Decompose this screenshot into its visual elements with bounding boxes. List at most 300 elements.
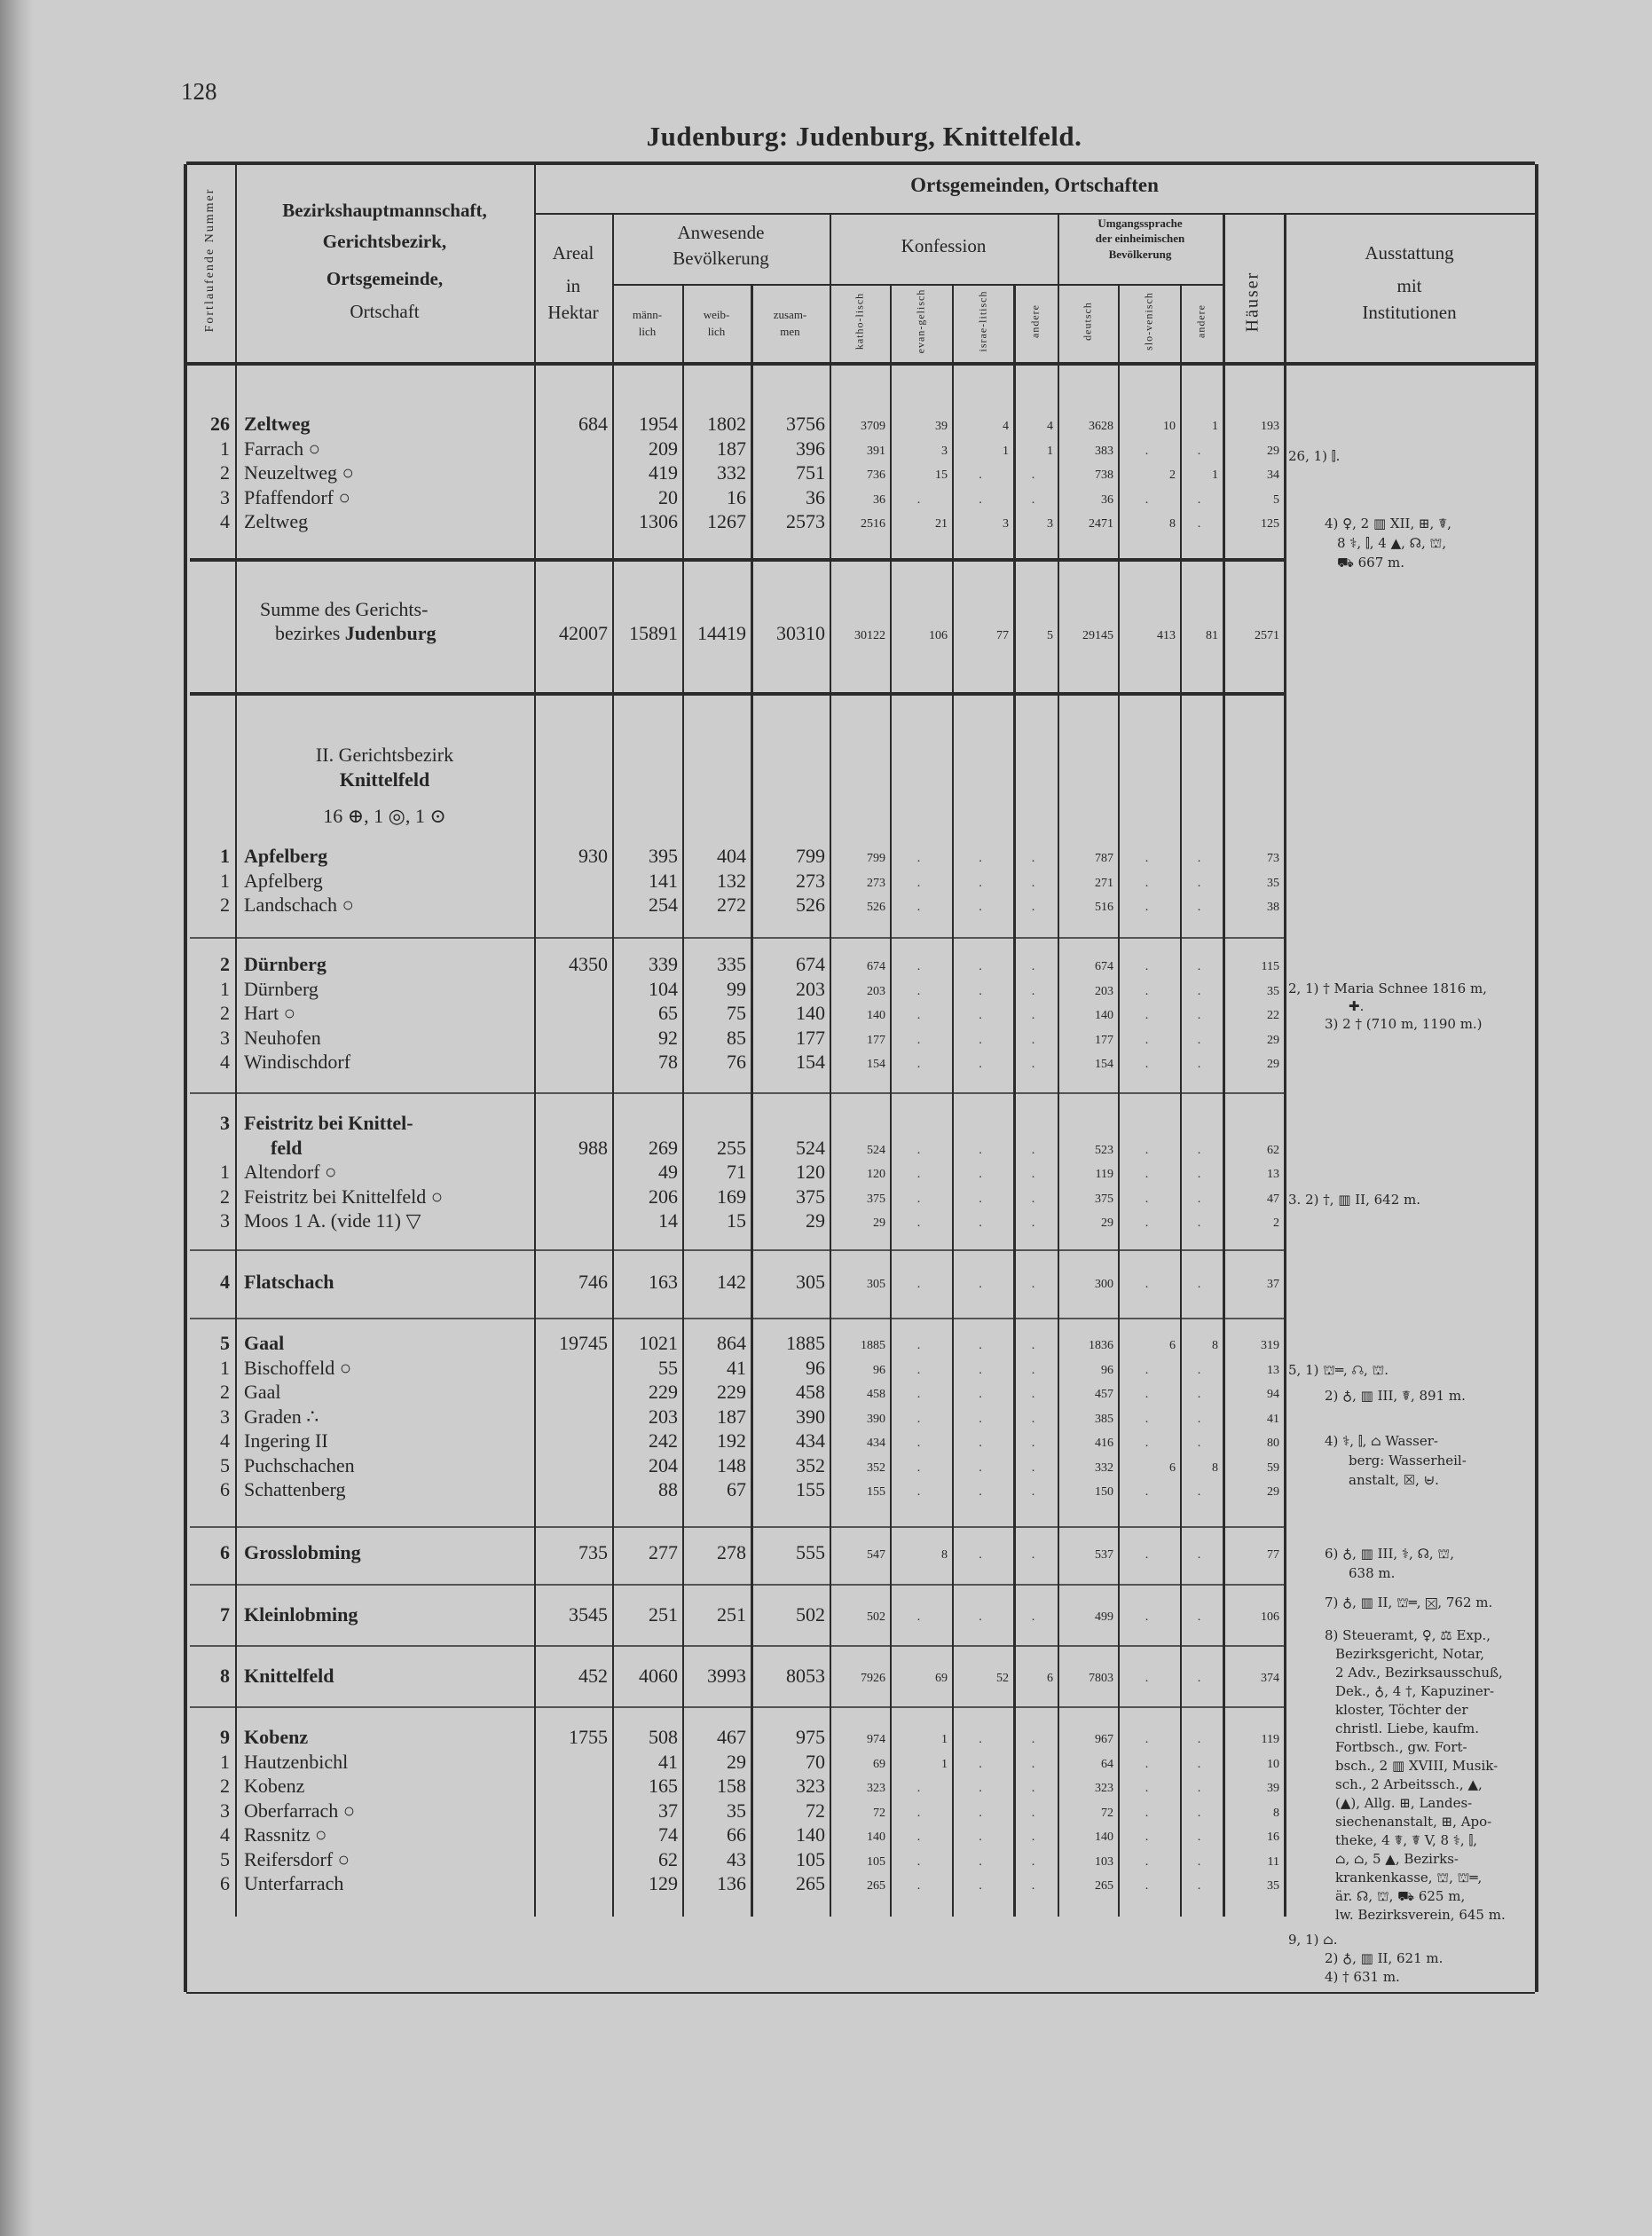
row-value: . <box>916 1363 921 1377</box>
row-value: 177 <box>1095 1033 1113 1047</box>
row-value: 6 <box>1169 1460 1176 1475</box>
row-value: . <box>979 1460 982 1475</box>
row-value: 434 <box>867 1437 885 1450</box>
header-sprache: Umgangssprache <box>1097 217 1183 230</box>
row-value: 1885 <box>786 1332 825 1354</box>
header-bev-sub: lich <box>707 325 726 338</box>
row-value: . <box>1197 1009 1201 1022</box>
row-value: 1802 <box>707 413 746 435</box>
row-value: 80 <box>1267 1437 1279 1450</box>
row-value: 203 <box>649 1405 678 1428</box>
row-name: Gaal <box>244 1332 285 1354</box>
header-bev-sub: weib- <box>703 308 730 321</box>
header-sprache-sub: andere <box>1194 304 1208 338</box>
header-konf-sub: evan-gelisch <box>914 288 927 354</box>
row-value: 8 <box>941 1548 948 1562</box>
row-value: 3756 <box>786 413 825 435</box>
row-name: Hautzenbichl <box>244 1750 349 1773</box>
row-value: 4 <box>1003 420 1009 433</box>
row-value: 1 <box>1047 444 1053 458</box>
row-value: . <box>1145 901 1149 914</box>
row-value: . <box>1031 1806 1035 1820</box>
header-ausstattung: Ausstattung <box>1365 242 1454 264</box>
row-value: . <box>916 1437 921 1450</box>
row-value: . <box>916 1033 921 1047</box>
row-value: 1 <box>1003 444 1009 458</box>
summe-value: 14419 <box>697 622 746 644</box>
row-value: . <box>979 1339 982 1352</box>
row-value: 35 <box>1267 876 1279 890</box>
row-name: Graden ∴ <box>244 1405 319 1428</box>
row-name: Apfelberg <box>244 845 328 867</box>
row-value: 119 <box>1261 1733 1279 1746</box>
row-value: . <box>1145 1831 1149 1844</box>
row-value: 36 <box>806 485 825 508</box>
summe-value: 15891 <box>629 622 678 644</box>
note-2: ✚. <box>1349 998 1365 1014</box>
row-value: . <box>916 1854 921 1869</box>
row-value: . <box>1197 1437 1201 1450</box>
row-value: . <box>1031 1782 1035 1795</box>
row-value: 375 <box>796 1185 825 1208</box>
row-value: . <box>916 1192 921 1206</box>
row-value: . <box>1145 876 1149 890</box>
row-value: . <box>1145 1143 1149 1157</box>
header-sprache: Bevölkerung <box>1108 248 1172 261</box>
row-value: . <box>1145 984 1149 998</box>
row-value: 323 <box>1095 1782 1113 1795</box>
row-value: 20 <box>658 485 678 508</box>
row-value: . <box>1145 1485 1149 1499</box>
row-value: . <box>1031 1143 1035 1157</box>
row-value: 1267 <box>707 510 746 532</box>
row-value: . <box>1145 1610 1149 1624</box>
row-value: 375 <box>867 1192 885 1206</box>
row-value: 59 <box>1267 1460 1279 1475</box>
note-8: Dek., ♁, 4 †, Kapuziner- <box>1335 1683 1495 1699</box>
row-value: 193 <box>1261 420 1279 433</box>
row-value: 177 <box>867 1033 885 1047</box>
row-value: . <box>1031 1216 1035 1230</box>
row-value: 165 <box>649 1775 678 1797</box>
row-value: 96 <box>873 1363 885 1377</box>
note-8: krankenkasse, ⛫, ⛫═, <box>1335 1870 1483 1886</box>
row-value: 1021 <box>639 1332 678 1354</box>
row-value: 419 <box>649 461 678 484</box>
header-konfession: Konfession <box>901 235 987 256</box>
row-value: 738 <box>1095 468 1113 482</box>
row-value: 3 <box>1047 517 1053 531</box>
row-number: 4 <box>220 1823 230 1846</box>
row-value: 502 <box>867 1610 885 1624</box>
row-value: 69 <box>935 1672 948 1685</box>
row-name: Dürnberg <box>244 953 326 975</box>
row-value: . <box>1197 1757 1201 1771</box>
row-value: . <box>1197 1278 1201 1291</box>
row-name: Puchschachen <box>244 1453 355 1476</box>
row-value: . <box>1031 1610 1035 1624</box>
row-value: 502 <box>796 1603 825 1626</box>
row-value: 148 <box>717 1453 746 1476</box>
row-value: 229 <box>717 1381 746 1403</box>
row-value: . <box>1145 492 1149 507</box>
row-name: Schattenberg <box>244 1478 346 1500</box>
row-name: Reifersdorf ○ <box>244 1847 350 1870</box>
row-value: 39 <box>1267 1782 1279 1795</box>
row-value: 746 <box>578 1271 608 1293</box>
note-8: 2 Adv., Bezirksausschuß, <box>1335 1665 1503 1681</box>
row-number: 5 <box>220 1847 230 1870</box>
row-value: 975 <box>796 1726 825 1748</box>
row-value: . <box>1031 468 1035 482</box>
summe-value: 413 <box>1157 629 1176 642</box>
row-number: 3 <box>220 1799 230 1822</box>
row-name: Ingering II <box>244 1429 328 1452</box>
row-value: 458 <box>796 1381 825 1403</box>
row-name: Gaal <box>244 1381 281 1403</box>
row-value: 2516 <box>861 517 885 531</box>
row-name: Rassnitz ○ <box>244 1823 327 1846</box>
header-bev-sub: zusam- <box>773 308 807 321</box>
row-value: 452 <box>578 1665 608 1687</box>
row-value: . <box>979 1782 982 1795</box>
row-value: 204 <box>649 1453 678 1476</box>
row-value: 526 <box>867 901 885 914</box>
row-value: 335 <box>717 953 746 975</box>
page-number: 128 <box>181 78 217 105</box>
section-heading: II. Gerichtsbezirk <box>315 744 454 766</box>
row-value: 352 <box>867 1460 885 1475</box>
summe-value: 30310 <box>776 622 825 644</box>
row-value: 684 <box>578 413 608 435</box>
note-8: 8) Steueramt, ♀, ⚖ Exp., <box>1325 1627 1491 1643</box>
row-value: 736 <box>867 468 885 482</box>
row-number: 8 <box>220 1665 230 1687</box>
row-value: 140 <box>867 1831 885 1844</box>
row-value: 72 <box>873 1806 885 1820</box>
row-value: 94 <box>1267 1388 1279 1401</box>
row-value: . <box>1197 1831 1201 1844</box>
row-value: 115 <box>1261 960 1279 973</box>
row-value: . <box>916 1216 921 1230</box>
header-bev-sub: men <box>780 325 800 338</box>
row-value: . <box>1197 1548 1201 1562</box>
note-26: 26, 1) ⫿. <box>1288 448 1341 464</box>
row-value: 104 <box>649 977 678 1000</box>
summe-line2: bezirkes Judenburg <box>275 622 437 644</box>
row-value: 154 <box>1095 1058 1113 1071</box>
row-value: 434 <box>796 1429 825 1452</box>
row-value: 3 <box>941 444 948 458</box>
row-value: 395 <box>649 845 678 867</box>
row-value: . <box>916 1412 921 1426</box>
note-3: 3. 2) †, ▥ II, 642 m. <box>1288 1192 1420 1208</box>
row-value: . <box>1197 1782 1201 1795</box>
row-value: . <box>1197 1192 1201 1206</box>
row-value: . <box>1031 1058 1035 1071</box>
row-value: 8 <box>1212 1339 1218 1352</box>
row-value: . <box>1031 1033 1035 1047</box>
note-8: kloster, Töchter der <box>1335 1702 1468 1718</box>
note-9: 9, 1) ⌂. <box>1288 1932 1338 1948</box>
row-value: 300 <box>1095 1278 1113 1291</box>
row-value: . <box>979 1879 982 1893</box>
row-number: 1 <box>220 977 230 1000</box>
row-value: 52 <box>996 1672 1009 1685</box>
row-value: . <box>1145 960 1149 973</box>
row-value: 49 <box>658 1161 678 1183</box>
row-value: 383 <box>1095 444 1113 458</box>
header-sprache: der einheimischen <box>1095 232 1185 245</box>
row-value: . <box>1197 1412 1201 1426</box>
row-value: . <box>1145 1278 1149 1291</box>
row-number: 2 <box>220 894 230 916</box>
header-konf-sub: israe-litisch <box>976 290 988 352</box>
row-value: 120 <box>867 1168 885 1181</box>
note-8: bsch., 2 ▥ XVIII, Musik- <box>1335 1758 1499 1774</box>
row-value: . <box>1145 852 1149 865</box>
row-value: 78 <box>658 1051 678 1073</box>
row-value: . <box>1031 1548 1035 1562</box>
row-value: 1885 <box>861 1339 885 1352</box>
row-value: 332 <box>1095 1460 1113 1475</box>
group-separator <box>190 1526 1284 1528</box>
row-value: 76 <box>727 1051 746 1073</box>
row-value: 323 <box>796 1775 825 1797</box>
row-value: 2 <box>1169 468 1176 482</box>
row-value: . <box>1145 1672 1149 1685</box>
header-row2-rule <box>534 213 1535 215</box>
row-name: Oberfarrach ○ <box>244 1799 356 1822</box>
note-5: anstalt, ☒, ⊌. <box>1349 1472 1439 1488</box>
summe-value: 29145 <box>1082 629 1113 642</box>
row-value: . <box>979 1058 982 1071</box>
row-value: 6 <box>1047 1672 1053 1685</box>
row-value: 29 <box>1267 1033 1279 1047</box>
row-value: 73 <box>1267 852 1279 865</box>
row-value: . <box>1031 1485 1035 1499</box>
row-number: 2 <box>220 1381 230 1403</box>
row-value: . <box>979 1009 982 1022</box>
row-name: Windischdorf <box>244 1051 351 1073</box>
group-separator <box>190 1645 1284 1647</box>
header-sprache-sub: deutsch <box>1081 302 1094 341</box>
header-bevoelkerung: Anwesende <box>677 222 765 243</box>
row-number: 3 <box>220 1026 230 1049</box>
row-value: 265 <box>867 1879 885 1893</box>
row-value: 85 <box>727 1026 746 1049</box>
row-number: 2 <box>220 1185 230 1208</box>
note-8: lw. Bezirksverein, 645 m. <box>1335 1907 1506 1923</box>
group-separator <box>190 1318 1284 1319</box>
row-value: . <box>979 1548 982 1562</box>
row-value: . <box>916 1782 921 1795</box>
row-value: . <box>979 1437 982 1450</box>
note-8: christl. Liebe, kaufm. <box>1335 1720 1479 1736</box>
row-value: 140 <box>796 1823 825 1846</box>
row-value: . <box>1031 1757 1035 1771</box>
row-value: . <box>1031 984 1035 998</box>
row-value: 13 <box>1267 1363 1279 1377</box>
row-value: 375 <box>1095 1192 1113 1206</box>
scan-edge <box>0 0 34 2236</box>
row-value: . <box>1197 984 1201 998</box>
row-number: 4 <box>220 1271 230 1293</box>
row-number: 3 <box>220 1112 230 1134</box>
row-value: 1755 <box>569 1726 608 1748</box>
row-value: 2 <box>1273 1216 1279 1230</box>
row-value: 120 <box>796 1161 825 1183</box>
row-value: 206 <box>649 1185 678 1208</box>
row-value: 374 <box>1261 1672 1279 1685</box>
row-value: 41 <box>727 1356 746 1379</box>
row-value: 142 <box>717 1271 746 1293</box>
row-value: . <box>979 492 982 507</box>
row-value: 14 <box>658 1209 678 1232</box>
row-value: 203 <box>796 977 825 1000</box>
row-value: . <box>1031 1412 1035 1426</box>
row-value: 254 <box>649 894 678 916</box>
row-value: 5 <box>1273 492 1279 507</box>
row-value: 29 <box>873 1216 885 1230</box>
row-value: 526 <box>796 894 825 916</box>
row-value: 74 <box>658 1823 678 1846</box>
row-value: 62 <box>658 1847 678 1870</box>
row-value: 930 <box>578 845 608 867</box>
row-value: . <box>1145 1854 1149 1869</box>
row-value: 390 <box>796 1405 825 1428</box>
row-value: 36 <box>873 492 885 507</box>
outer-right-rule <box>1535 164 1538 1992</box>
row-value: . <box>916 1168 921 1181</box>
row-value: . <box>1031 1168 1035 1181</box>
row-number: 1 <box>220 437 230 460</box>
note-8: (▲), Allg. ⊞, Landes- <box>1335 1795 1473 1811</box>
row-value: 15 <box>935 468 948 482</box>
row-value: 278 <box>717 1541 746 1563</box>
row-value: 21 <box>935 517 948 531</box>
row-value: 106 <box>1261 1610 1279 1624</box>
row-value: 13 <box>1267 1168 1279 1181</box>
row-value: 187 <box>717 1405 746 1428</box>
summe-value: 2571 <box>1255 629 1279 642</box>
row-value: 864 <box>717 1332 746 1354</box>
group-separator <box>190 1249 1284 1251</box>
row-value: . <box>979 1278 982 1291</box>
row-value: 92 <box>658 1026 678 1049</box>
header-name-line: Ortsgemeinde, <box>326 268 444 289</box>
row-value: 41 <box>658 1750 678 1773</box>
row-value: 62 <box>1267 1143 1279 1157</box>
row-value: 751 <box>796 461 825 484</box>
row-value: 37 <box>1267 1278 1279 1291</box>
header-bev-sub: lich <box>638 325 657 338</box>
row-value: . <box>1145 1033 1149 1047</box>
row-value: 11 <box>1267 1854 1279 1869</box>
row-name: Knittelfeld <box>244 1665 334 1687</box>
row-value: 4060 <box>639 1665 678 1687</box>
row-value: . <box>1145 1192 1149 1206</box>
row-value: . <box>979 1485 982 1499</box>
row-value: . <box>979 901 982 914</box>
row-value: 71 <box>727 1161 746 1183</box>
row-value: 65 <box>658 1002 678 1024</box>
row-value: 16 <box>1267 1831 1279 1844</box>
row-value: . <box>916 1831 921 1844</box>
row-value: 799 <box>867 852 885 865</box>
row-value: 169 <box>717 1185 746 1208</box>
row-value: 674 <box>796 953 825 975</box>
row-value: . <box>979 1216 982 1230</box>
note-26-4: 4) ♀, 2 ▥ XII, ⊞, ☤, <box>1325 516 1451 531</box>
row-value: . <box>979 1610 982 1624</box>
row-value: 1306 <box>639 510 678 532</box>
row-value: 187 <box>717 437 746 460</box>
row-number: 1 <box>220 869 230 892</box>
row-value: 516 <box>1095 901 1113 914</box>
row-value: 72 <box>806 1799 825 1822</box>
row-number: 1 <box>220 1750 230 1773</box>
header-areal: Hektar <box>547 302 599 323</box>
row-name: Dürnberg <box>244 977 319 1000</box>
row-value: . <box>1145 1437 1149 1450</box>
header-name-line: Gerichtsbezirk, <box>322 231 447 252</box>
row-value: . <box>916 1009 921 1022</box>
row-value: 269 <box>649 1136 678 1159</box>
row-name: Hart ○ <box>244 1002 295 1024</box>
row-value: 41 <box>1267 1412 1279 1426</box>
header-areal: Areal <box>552 242 594 264</box>
row-value: 799 <box>796 845 825 867</box>
row-value: 203 <box>1095 984 1113 998</box>
row-value: 229 <box>649 1381 678 1403</box>
row-value: . <box>1031 960 1035 973</box>
row-value: 988 <box>578 1136 608 1159</box>
row-value: 3545 <box>569 1603 608 1626</box>
row-value: . <box>916 492 921 507</box>
row-value: . <box>1197 1143 1201 1157</box>
row-value: . <box>1031 1388 1035 1401</box>
row-value: . <box>1197 1168 1201 1181</box>
summe-value: 77 <box>996 629 1009 642</box>
note-8: Fortbsch., gw. Fort- <box>1335 1739 1467 1755</box>
row-value: . <box>1031 1733 1035 1746</box>
row-value: 38 <box>1267 901 1279 914</box>
row-value: 119 <box>1095 1168 1113 1181</box>
row-value: . <box>979 960 982 973</box>
row-value: 155 <box>796 1478 825 1500</box>
row-value: 7926 <box>861 1672 885 1685</box>
row-value: . <box>1145 1363 1149 1377</box>
row-value: . <box>1145 1733 1149 1746</box>
header-areal: in <box>565 275 581 296</box>
row-number: 2 <box>220 1002 230 1024</box>
row-value: . <box>1031 1437 1035 1450</box>
row-name: Altendorf ○ <box>244 1161 337 1183</box>
row-value: 3 <box>1003 517 1009 531</box>
row-value: . <box>1031 1192 1035 1206</box>
row-value: 66 <box>727 1823 746 1846</box>
row-value: . <box>1145 1216 1149 1230</box>
row-value: . <box>916 852 921 865</box>
row-value: . <box>1031 1278 1035 1291</box>
row-value: 177 <box>796 1026 825 1049</box>
summe-line1: Summe des Gerichts- <box>260 598 429 620</box>
row-value: 396 <box>796 437 825 460</box>
header-ausstattung: mit <box>1396 275 1422 296</box>
row-value: 271 <box>1095 876 1113 890</box>
row-value: 77 <box>1267 1548 1279 1562</box>
